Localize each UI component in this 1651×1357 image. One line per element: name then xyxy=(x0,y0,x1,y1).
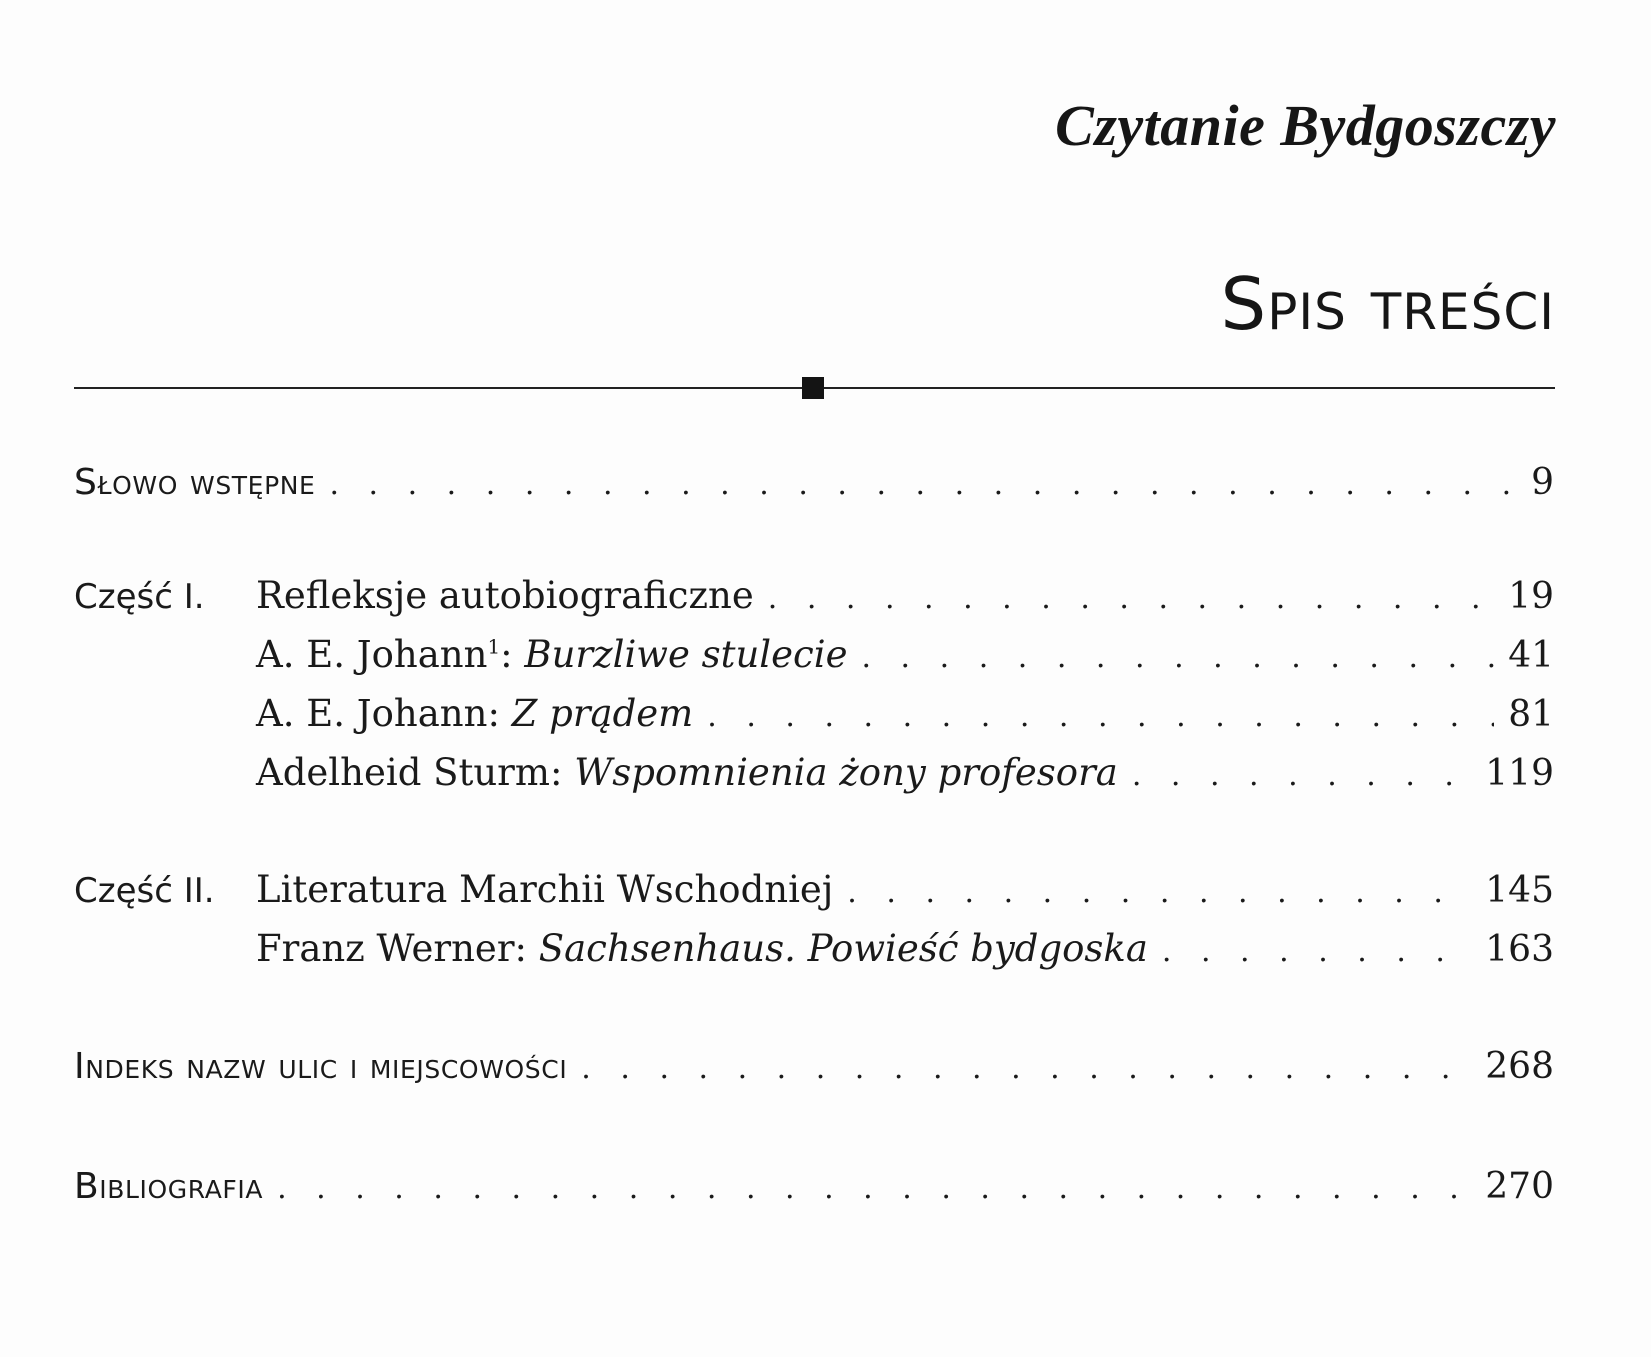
toc-entry-title xyxy=(256,751,1118,794)
toc-entry-title: Indeks nazw ulic i miejscowości xyxy=(74,1046,568,1087)
separator: : xyxy=(514,927,539,970)
toc-entry-part1-item1[interactable] xyxy=(256,633,1554,693)
toc-entry-title: Literatura Marchii Wschodniej xyxy=(256,868,834,911)
author-name: A. E. Johann xyxy=(256,692,488,735)
dot-leader xyxy=(581,1051,1471,1086)
work-title: Burzliwe stulecie xyxy=(524,633,848,676)
toc-page-number: 145 xyxy=(1485,870,1554,911)
part-label: Część I. xyxy=(74,577,205,617)
toc-page-number: 163 xyxy=(1485,929,1554,970)
author-name: Adelheid Sturm xyxy=(256,751,550,794)
toc-page-number: 81 xyxy=(1508,694,1554,735)
toc-entry-part2-item1[interactable] xyxy=(256,927,1554,987)
work-title: Z prądem xyxy=(511,692,694,735)
dot-leader xyxy=(1162,934,1471,969)
toc-page-number: 270 xyxy=(1485,1166,1554,1207)
toc-entry-intro[interactable] xyxy=(74,462,1554,522)
toc-entry-title: Słowo wstępne xyxy=(74,462,316,503)
dot-leader xyxy=(768,581,1494,616)
toc-entry-part1-item2[interactable] xyxy=(256,692,1554,752)
toc-page-number: 41 xyxy=(1508,635,1554,676)
part-label: Część II. xyxy=(74,871,215,911)
dot-leader xyxy=(847,875,1471,910)
toc-entry-bibliography[interactable] xyxy=(74,1166,1554,1226)
toc-entry-title xyxy=(256,692,693,735)
author-name: Franz Werner xyxy=(256,927,515,970)
dot-leader xyxy=(1132,758,1471,793)
toc-entry-title: Bibliografia xyxy=(74,1166,264,1207)
toc-entry-title xyxy=(256,633,847,676)
separator: : xyxy=(487,692,512,735)
toc-entry-index[interactable] xyxy=(74,1046,1554,1106)
author-name: A. E. Johann xyxy=(256,633,488,676)
dot-leader xyxy=(707,699,1494,734)
toc-page-number: 9 xyxy=(1531,462,1554,503)
footnote-marker: 1 xyxy=(487,634,501,659)
toc-entry-part2[interactable] xyxy=(74,868,1554,928)
toc-heading: Spis treści xyxy=(1220,262,1555,346)
work-title: Sachsenhaus. Powieść bydgoska xyxy=(538,927,1148,970)
dot-leader xyxy=(277,1171,1471,1206)
toc-page-number: 19 xyxy=(1508,576,1554,617)
book-title: Czytanie Bydgoszczy xyxy=(1055,93,1556,158)
separator: : xyxy=(500,633,525,676)
dot-leader xyxy=(329,467,1517,502)
toc-entry-part1[interactable] xyxy=(74,574,1554,634)
divider-square-ornament xyxy=(802,377,824,399)
toc-page-number: 268 xyxy=(1485,1046,1554,1087)
toc-entry-title: Refleksje autobiograficzne xyxy=(256,574,754,617)
work-title: Wspomnienia żony profesora xyxy=(574,751,1118,794)
dot-leader xyxy=(861,640,1494,675)
separator: : xyxy=(549,751,575,794)
toc-page-number: 119 xyxy=(1485,753,1554,794)
toc-entry-part1-item3[interactable] xyxy=(256,751,1554,811)
toc-entry-title xyxy=(256,927,1148,970)
